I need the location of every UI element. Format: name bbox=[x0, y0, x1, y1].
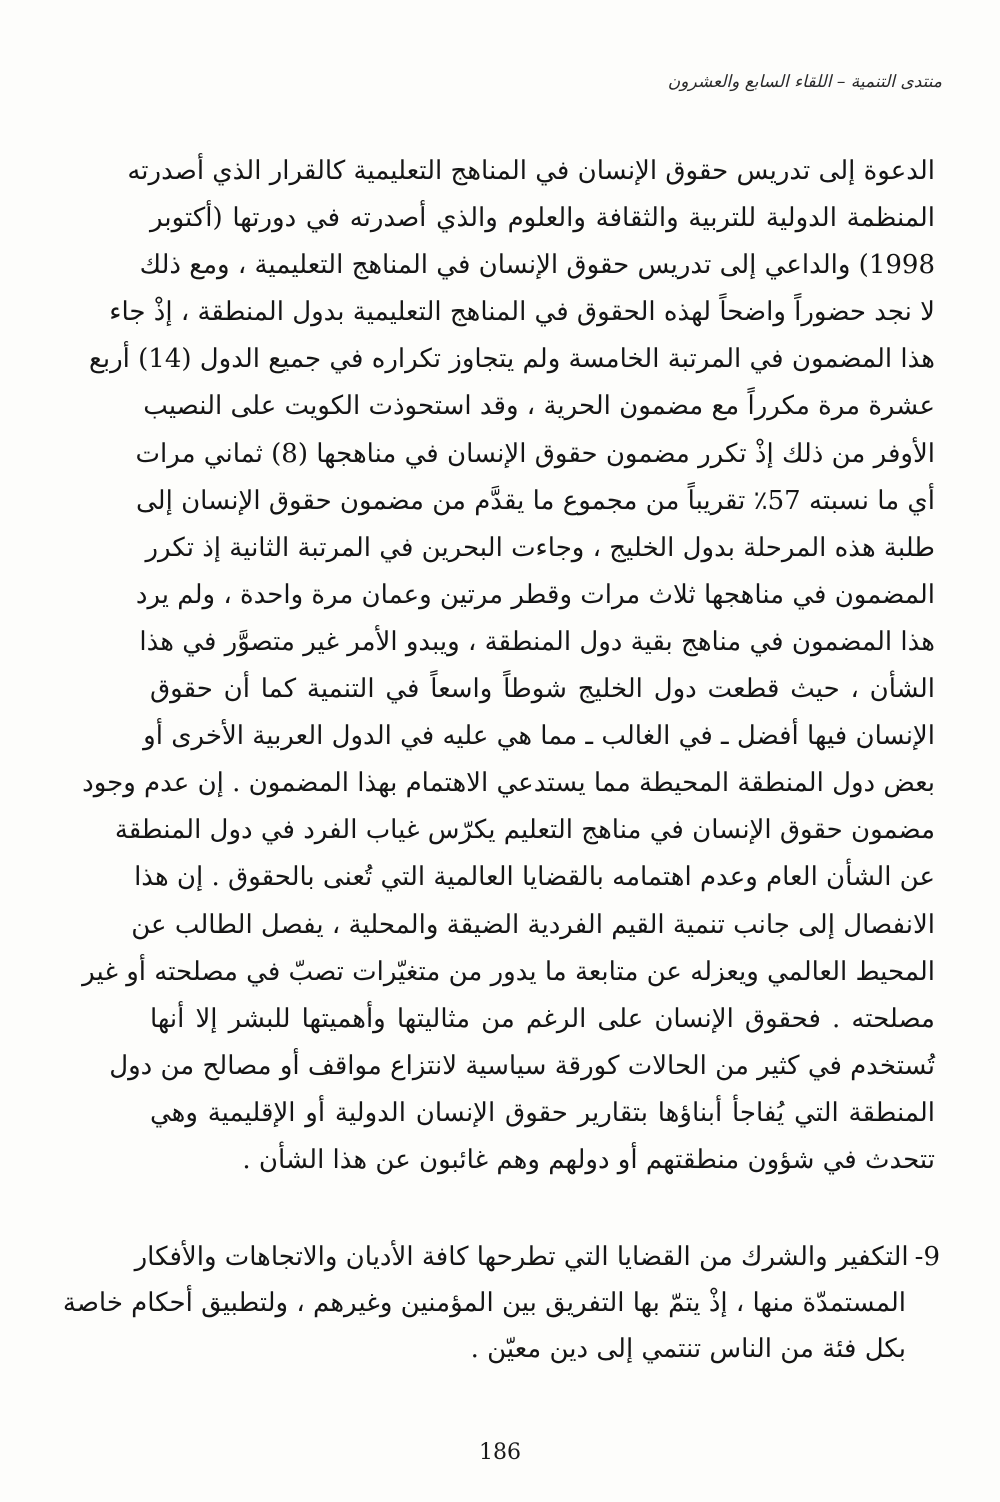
text-line: الدعوة إلى تدريس حقوق الإنسان في المناهج التعليمية كالقرار الذي أصدرته bbox=[127, 156, 935, 186]
page-number: 186 bbox=[479, 1440, 521, 1465]
text-line: بعض دول المنطقة المحيطة مما يستدعي الاهتمام بهذا المضمون . إن عدم وجود bbox=[82, 768, 935, 799]
text-line: هذا المضمون في مناهج بقية دول المنطقة ، ويبدو الأمر غير متصوَّر في هذا bbox=[139, 626, 935, 657]
text-line: مضمون حقوق الإنسان في مناهج التعليم يكرّس غياب الفرد في دول المنطقة bbox=[114, 815, 935, 846]
text-line: 1998) والداعي إلى تدريس حقوق الإنسان في المناهج التعليمية ، ومع ذلك bbox=[139, 250, 935, 281]
text-line: الانفصال إلى جانب تنمية القيم الفردية الضيقة والمحلية ، يفصل الطالب عن bbox=[131, 909, 935, 940]
text-line: المنظمة الدولية للتربية والثقافة والعلوم والذي أصدرته في دورتها (أكتوبر bbox=[150, 203, 935, 234]
text-line: عن الشأن العام وعدم اهتمامه بالقضايا العالمية التي تُعنى بالحقوق . إن هذا bbox=[134, 862, 935, 893]
text-line: المستمدّة منها ، إذْ يتمّ بها التفريق بين المؤمنين وغيرهم ، ولتطبيق أحكام خاصة bbox=[62, 1288, 906, 1318]
body-text bbox=[82, 148, 935, 1184]
text-line: هذا المضمون في المرتبة الخامسة ولم يتجاوز تكراره في جميع الدول (14) أربع bbox=[89, 344, 935, 375]
text-line: الشأن ، حيث قطعت دول الخليج شوطاً واسعاً في التنمية كما أن حقوق bbox=[150, 674, 935, 705]
text-line: عشرة مرة مكرراً مع مضمون الحرية ، وقد استحوذت الكويت على النصيب bbox=[143, 391, 935, 422]
text-line: التكفير والشرك من القضايا التي تطرحها كافة الأديان والاتجاهات والأفكار bbox=[134, 1242, 909, 1272]
text-line: المضمون في مناهجها ثلاث مرات وقطر مرتين وعمان مرة واحدة ، ولم يرد bbox=[135, 579, 935, 610]
text-line: الأوفر من ذلك إذْ تكرر مضمون حقوق الإنسان في مناهجها (8) ثماني مرات bbox=[135, 438, 935, 469]
numbered-item-9 bbox=[62, 1234, 940, 1372]
text-line: المحيط العالمي ويعزله عن متابعة ما يدور من متغيّرات تصبّ في مصلحته أو غير bbox=[82, 956, 935, 987]
text-line: أي ما نسبته 57٪ تقريباً من مجموع ما يقدَّم من مضمون حقوق الإنسان إلى bbox=[135, 485, 935, 516]
running-header: منتدى التنمية – اللقاء السابع والعشرون bbox=[667, 72, 942, 92]
text-line: بكل فئة من الناس تنتمي إلى دين معيّن . bbox=[470, 1334, 906, 1364]
text-line: الإنسان فيها أفضل ـ في الغالب ـ مما هي عليه في الدول العربية الأخرى أو bbox=[143, 721, 935, 752]
text-line: طلبة هذه المرحلة بدول الخليج ، وجاءت البحرين في المرتبة الثانية إذ تكرر bbox=[145, 532, 935, 563]
paragraph-human-rights bbox=[82, 148, 935, 1184]
list-number: 9- bbox=[914, 1242, 940, 1272]
text-line: تُستخدم في كثير من الحالات كورقة سياسية لانتزاع مواقف أو مصالح من دول bbox=[109, 1050, 935, 1081]
text-line: المنطقة التي يُفاجأ أبناؤها بتقارير حقوق الإنسان الدولية أو الإقليمية وهي bbox=[150, 1097, 935, 1128]
list-item-first-line bbox=[134, 1234, 940, 1280]
text-line: تتحدث في شؤون منطقتهم أو دولهم وهم غائبون عن هذا الشأن . bbox=[242, 1144, 935, 1175]
text-line: مصلحته . فحقوق الإنسان على الرغم من مثاليتها وأهميتها للبشر إلا أنها bbox=[150, 1003, 935, 1034]
text-line: لا نجد حضوراً واضحاً لهذه الحقوق في المناهج التعليمية بدول المنطقة ، إذْ جاء bbox=[109, 297, 935, 328]
